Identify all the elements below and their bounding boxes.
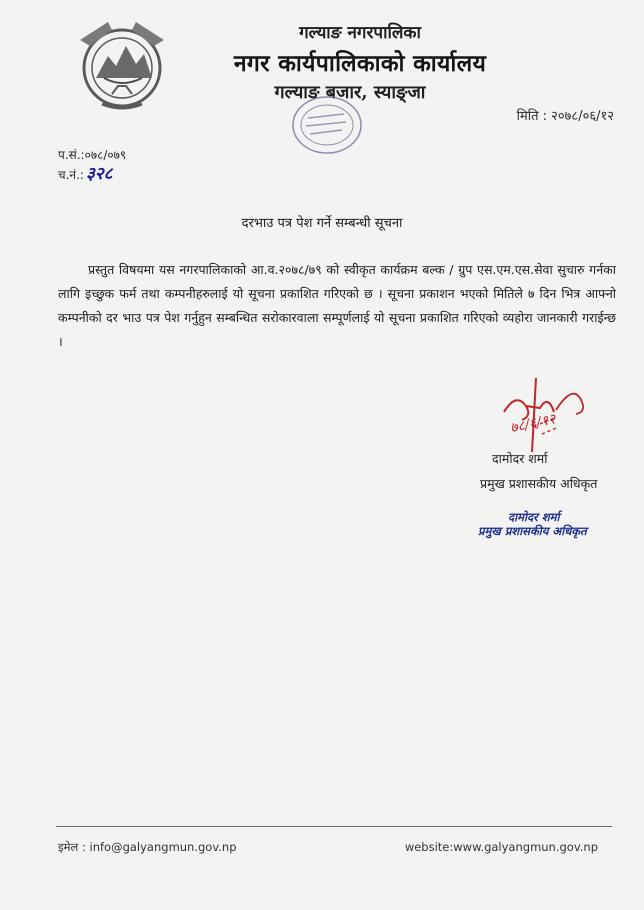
- footer-website: [405, 840, 598, 854]
- footer-email: [58, 840, 237, 855]
- website-label: website:: [404, 840, 454, 854]
- reference-block: [58, 146, 126, 185]
- date-label: मिति :: [516, 109, 548, 124]
- seal-name: दामोदर शर्मा: [508, 510, 560, 524]
- ps-label: प.सं.:: [58, 148, 85, 162]
- signatory-post: प्रमुख प्रशासकीय अधिकृत: [480, 476, 598, 491]
- nepal-emblem-icon: [68, 16, 176, 114]
- date-value: २०७८/०६/१२: [551, 109, 614, 124]
- notice-body: प्रस्तुत विषयमा यस नगरपालिकाको आ.व.२०७८/७९ को स्वीकृत कार्यक्रम बल्क / ग्रुप एस.एम.एस.सेवा सुचारु गर्नका लागि इच्छुक फर्म तथा कम्पनीहरुलाई यो सूचना प्रकाशित गरिएको छ । सूचना प्रकाशन भएको मितिले ७ दिन भित्र आफ्नो कम्पनीको दर भाउ पत्र पेश गर्नुहुन सम्बन्धित सरोकारवाला सम्पूर्णलाई यो सूचना प्रकाशित गरिएको व्यहोरा जानकारी गराईन्छ ।: [58, 261, 616, 349]
- office-stamp-icon: [288, 92, 366, 158]
- issue-date: [517, 106, 614, 124]
- footer-divider: [56, 826, 612, 827]
- cn-label: च.नं.:: [58, 168, 84, 182]
- letter-number: [58, 146, 126, 165]
- notice-subject: दरभाउ पत्र पेश गर्ने सम्बन्धी सूचना: [241, 216, 403, 231]
- office-address: गल्याङ बजार, स्याङ्जा: [274, 82, 426, 103]
- signature-date: ७८/६/१२: [508, 411, 558, 437]
- seal-post: प्रमुख प्रशासकीय अधिकृत: [478, 524, 587, 538]
- email-address[interactable]: info@galyangmun.gov.np: [89, 840, 237, 854]
- handwritten-signature-icon: [496, 372, 626, 456]
- website-url[interactable]: www.galyangmun.gov.np: [453, 840, 598, 854]
- office-name: नगर कार्यपालिकाको कार्यालय: [233, 50, 487, 77]
- signatory-name: दामोदर शर्मा: [492, 451, 548, 466]
- email-label: इमेल :: [58, 840, 86, 854]
- municipality-name: गल्याङ नगरपालिका: [299, 23, 421, 43]
- dispatch-number: [58, 165, 126, 185]
- ps-value: ०७८/०७९: [84, 148, 127, 162]
- cn-value: ३२८: [85, 164, 113, 184]
